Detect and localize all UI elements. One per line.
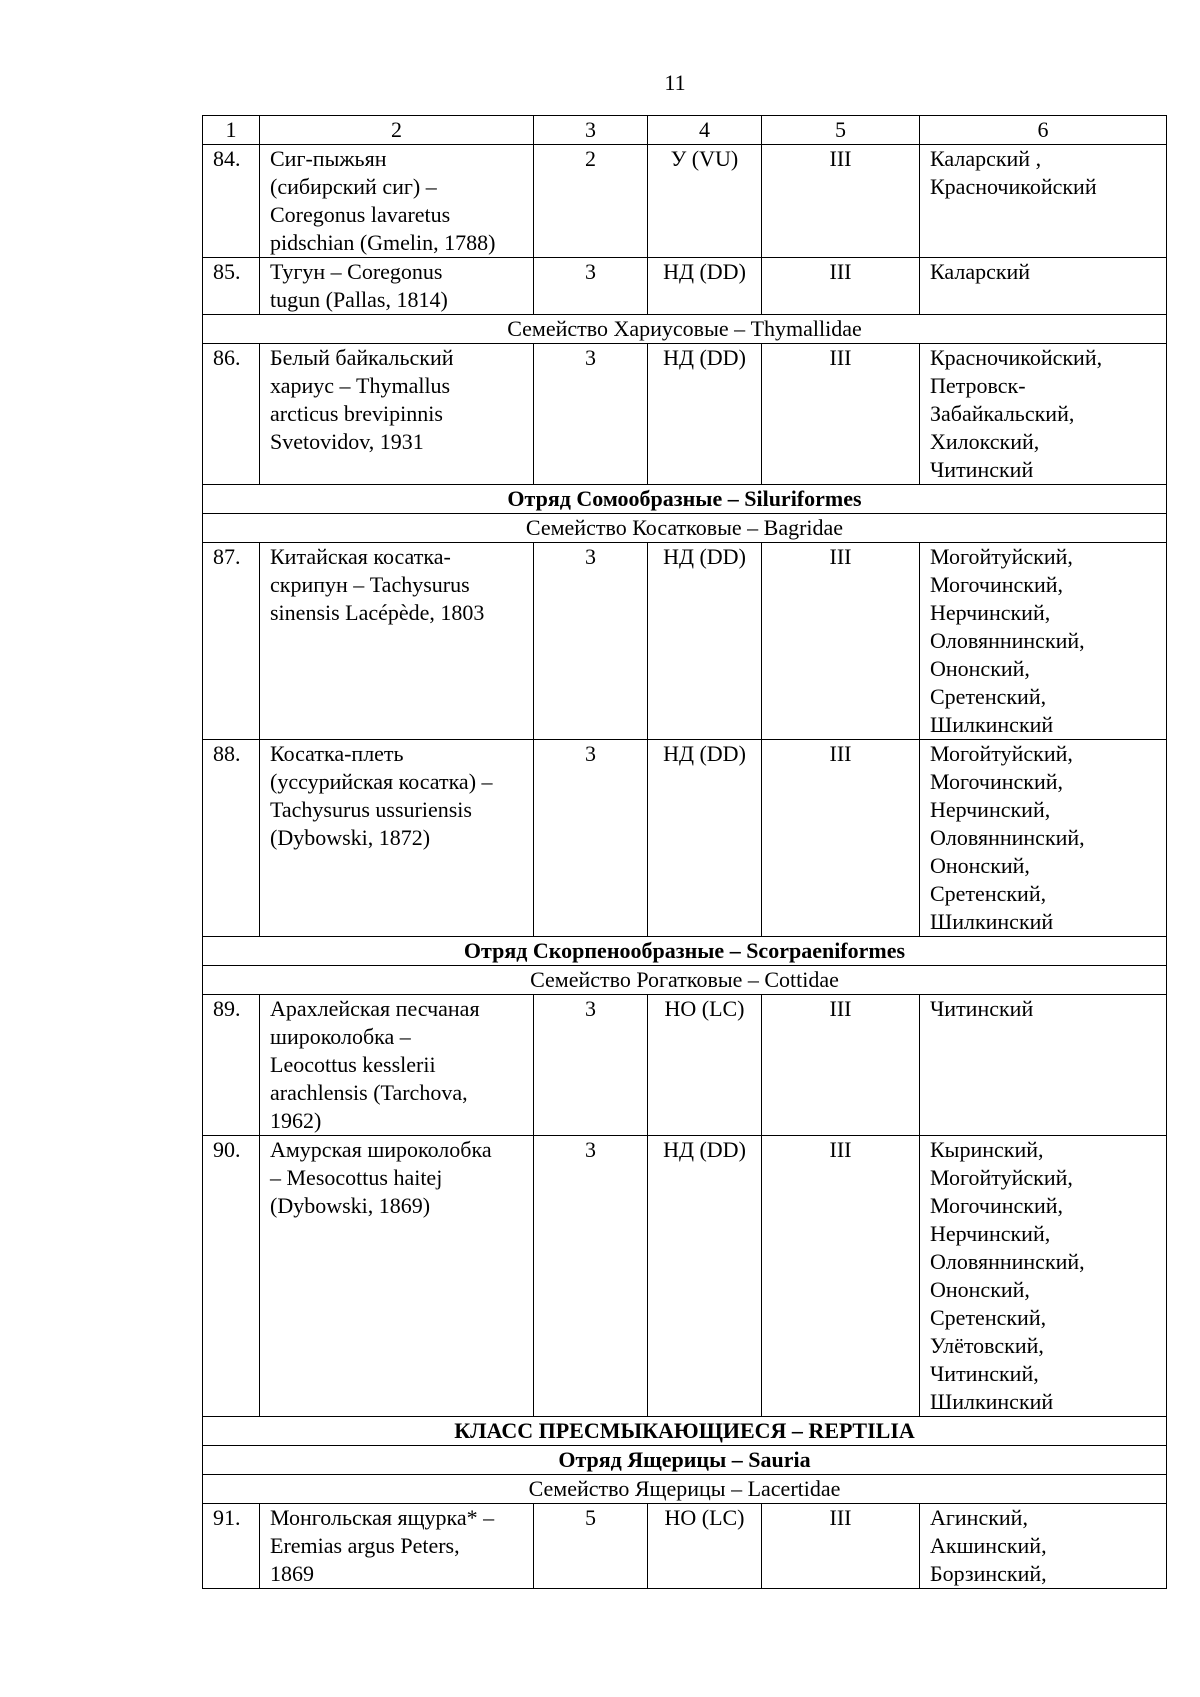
protection-priority: III	[762, 258, 920, 315]
species-name	[260, 995, 534, 1136]
section-heading: Семейство Ящерицы – Lacertidae	[203, 1475, 1167, 1504]
district-line: Нерчинский,	[930, 600, 1051, 625]
column-number-row	[203, 116, 1167, 145]
district-line: Красночикойский	[930, 174, 1097, 199]
row-number: 91.	[203, 1504, 260, 1589]
order-heading-row	[203, 1446, 1167, 1475]
species-name-line: Tachysurus ussuriensis	[270, 797, 472, 822]
protection-priority: III	[762, 344, 920, 485]
district-line: Шилкинский	[930, 1389, 1054, 1414]
district-line: Акшинский,	[930, 1533, 1047, 1558]
species-name-line: Тугун – Coregonus	[270, 259, 443, 284]
column-header: 5	[762, 116, 920, 145]
species-name-line: широколобка –	[270, 1024, 411, 1049]
species-name-line: Арахлейская песчаная	[270, 996, 480, 1021]
order-heading-row	[203, 485, 1167, 514]
column-header: 1	[203, 116, 260, 145]
species-name-line: (уссурийская косатка) –	[270, 769, 493, 794]
species-name	[260, 344, 534, 485]
species-name-line: Белый байкальский	[270, 345, 454, 370]
row-number: 85.	[203, 258, 260, 315]
species-name-line: – Mesocottus haitej	[270, 1165, 443, 1190]
iucn-status: У (VU)	[648, 145, 762, 258]
species-name-line: arcticus brevipinnis	[270, 401, 443, 426]
species-name-line: скрипун – Tachysurus	[270, 572, 470, 597]
district-line: Могочинский,	[930, 1193, 1064, 1218]
column-header: 4	[648, 116, 762, 145]
district-line: Могочинский,	[930, 572, 1064, 597]
district-line: Нерчинский,	[930, 1221, 1051, 1246]
species-name-line: (Dybowski, 1872)	[270, 825, 431, 850]
district-line: Улётовский,	[930, 1333, 1044, 1358]
district-line: Читинский	[930, 457, 1034, 482]
row-number: 84.	[203, 145, 260, 258]
district-line: Шилкинский	[930, 712, 1054, 737]
district-line: Каларский	[930, 259, 1031, 284]
iucn-status: НО (LC)	[648, 1504, 762, 1589]
district-line: Оловяннинский,	[930, 1249, 1085, 1274]
species-name	[260, 543, 534, 740]
district-line: Нерчинский,	[930, 797, 1051, 822]
species-name-line: 1869	[270, 1561, 314, 1586]
district-line: Забайкальский,	[930, 401, 1075, 426]
row-number: 89.	[203, 995, 260, 1136]
section-heading: Отряд Ящерицы – Sauria	[203, 1446, 1167, 1475]
rarity-category: 3	[534, 995, 648, 1136]
row-number: 88.	[203, 740, 260, 937]
section-heading: Отряд Сомообразные – Siluriformes	[203, 485, 1167, 514]
rarity-category: 3	[534, 543, 648, 740]
table-row	[203, 543, 1167, 740]
district-line: Могойтуйский,	[930, 1165, 1073, 1190]
row-number: 90.	[203, 1136, 260, 1417]
species-name-line: Сиг-пыжьян	[270, 146, 387, 171]
section-heading: Отряд Скорпенообразные – Scorpaeniformes	[203, 937, 1167, 966]
district-line: Читинский	[930, 996, 1034, 1021]
districts	[920, 543, 1167, 740]
family-heading-row	[203, 315, 1167, 344]
district-line: Петровск-	[930, 373, 1026, 398]
district-line: Борзинский,	[930, 1561, 1047, 1586]
order-heading-row	[203, 937, 1167, 966]
species-name-line: 1962)	[270, 1108, 322, 1133]
family-heading-row	[203, 966, 1167, 995]
district-line: Красночикойский,	[930, 345, 1103, 370]
species-name-line: Eremias argus Peters,	[270, 1533, 460, 1558]
species-name	[260, 1504, 534, 1589]
district-line: Ононский,	[930, 656, 1030, 681]
table-row	[203, 344, 1167, 485]
species-name-line: (Dybowski, 1869)	[270, 1193, 431, 1218]
iucn-status: НД (DD)	[648, 1136, 762, 1417]
species-name-line: Coregonus lavaretus	[270, 202, 451, 227]
species-name-line: Китайская косатка-	[270, 544, 451, 569]
column-header: 3	[534, 116, 648, 145]
rarity-category: 3	[534, 258, 648, 315]
district-line: Сретенский,	[930, 1305, 1047, 1330]
rarity-category: 3	[534, 344, 648, 485]
species-name-line: хариус – Thymallus	[270, 373, 451, 398]
section-heading: Семейство Рогатковые – Cottidae	[203, 966, 1167, 995]
district-line: Ононский,	[930, 853, 1030, 878]
species-name-line: Амурская широколобка	[270, 1137, 492, 1162]
species-name-line: pidschian (Gmelin, 1788)	[270, 230, 496, 255]
section-heading: Семейство Косатковые – Bagridae	[203, 514, 1167, 543]
page-number: 11	[664, 70, 686, 95]
column-header: 6	[920, 116, 1167, 145]
species-name-line: Svetovidov, 1931	[270, 429, 424, 454]
iucn-status: НД (DD)	[648, 543, 762, 740]
protection-priority: III	[762, 145, 920, 258]
districts	[920, 344, 1167, 485]
district-line: Сретенский,	[930, 881, 1047, 906]
district-line: Читинский,	[930, 1361, 1039, 1386]
district-line: Оловяннинский,	[930, 825, 1085, 850]
table-row	[203, 145, 1167, 258]
district-line: Могойтуйский,	[930, 544, 1073, 569]
species-name-line: Монгольская ящурка* –	[270, 1505, 495, 1530]
table-row	[203, 995, 1167, 1136]
district-line: Ононский,	[930, 1277, 1030, 1302]
districts	[920, 740, 1167, 937]
table-row	[203, 258, 1167, 315]
district-line: Каларский ,	[930, 146, 1042, 171]
protection-priority: III	[762, 1136, 920, 1417]
family-heading-row	[203, 514, 1167, 543]
table-row	[203, 1136, 1167, 1417]
rarity-category: 2	[534, 145, 648, 258]
protection-priority: III	[762, 740, 920, 937]
family-heading-row	[203, 1475, 1167, 1504]
iucn-status: НД (DD)	[648, 258, 762, 315]
red-book-table	[202, 115, 1167, 1589]
districts	[920, 1504, 1167, 1589]
species-name	[260, 740, 534, 937]
protection-priority: III	[762, 1504, 920, 1589]
row-number: 86.	[203, 344, 260, 485]
species-name	[260, 258, 534, 315]
species-name-line: (сибирский сиг) –	[270, 174, 437, 199]
rarity-category: 3	[534, 740, 648, 937]
rarity-category: 5	[534, 1504, 648, 1589]
species-name-line: sinensis Lacépède, 1803	[270, 600, 485, 625]
protection-priority: III	[762, 995, 920, 1136]
district-line: Агинский,	[930, 1505, 1028, 1530]
rarity-category: 3	[534, 1136, 648, 1417]
column-header: 2	[260, 116, 534, 145]
section-heading: Семейство Хариусовые – Thymallidae	[203, 315, 1167, 344]
species-name	[260, 1136, 534, 1417]
district-line: Сретенский,	[930, 684, 1047, 709]
district-line: Оловяннинский,	[930, 628, 1085, 653]
row-number: 87.	[203, 543, 260, 740]
iucn-status: НД (DD)	[648, 344, 762, 485]
district-line: Могочинский,	[930, 769, 1064, 794]
species-name-line: Косатка-плеть	[270, 741, 404, 766]
iucn-status: НД (DD)	[648, 740, 762, 937]
order-heading-row	[203, 1417, 1167, 1446]
district-line: Могойтуйский,	[930, 741, 1073, 766]
districts	[920, 995, 1167, 1136]
species-name-line: Leocottus kesslerii	[270, 1052, 436, 1077]
table-row	[203, 1504, 1167, 1589]
species-name-line: arachlensis (Tarchova,	[270, 1080, 468, 1105]
species-name	[260, 145, 534, 258]
district-line: Кыринский,	[930, 1137, 1044, 1162]
iucn-status: НО (LC)	[648, 995, 762, 1136]
protection-priority: III	[762, 543, 920, 740]
districts	[920, 145, 1167, 258]
districts	[920, 258, 1167, 315]
districts	[920, 1136, 1167, 1417]
district-line: Шилкинский	[930, 909, 1054, 934]
species-name-line: tugun (Pallas, 1814)	[270, 287, 448, 312]
section-heading: КЛАСС ПРЕСМЫКАЮЩИЕСЯ – REPTILIA	[203, 1417, 1167, 1446]
district-line: Хилокский,	[930, 429, 1040, 454]
table-row	[203, 740, 1167, 937]
